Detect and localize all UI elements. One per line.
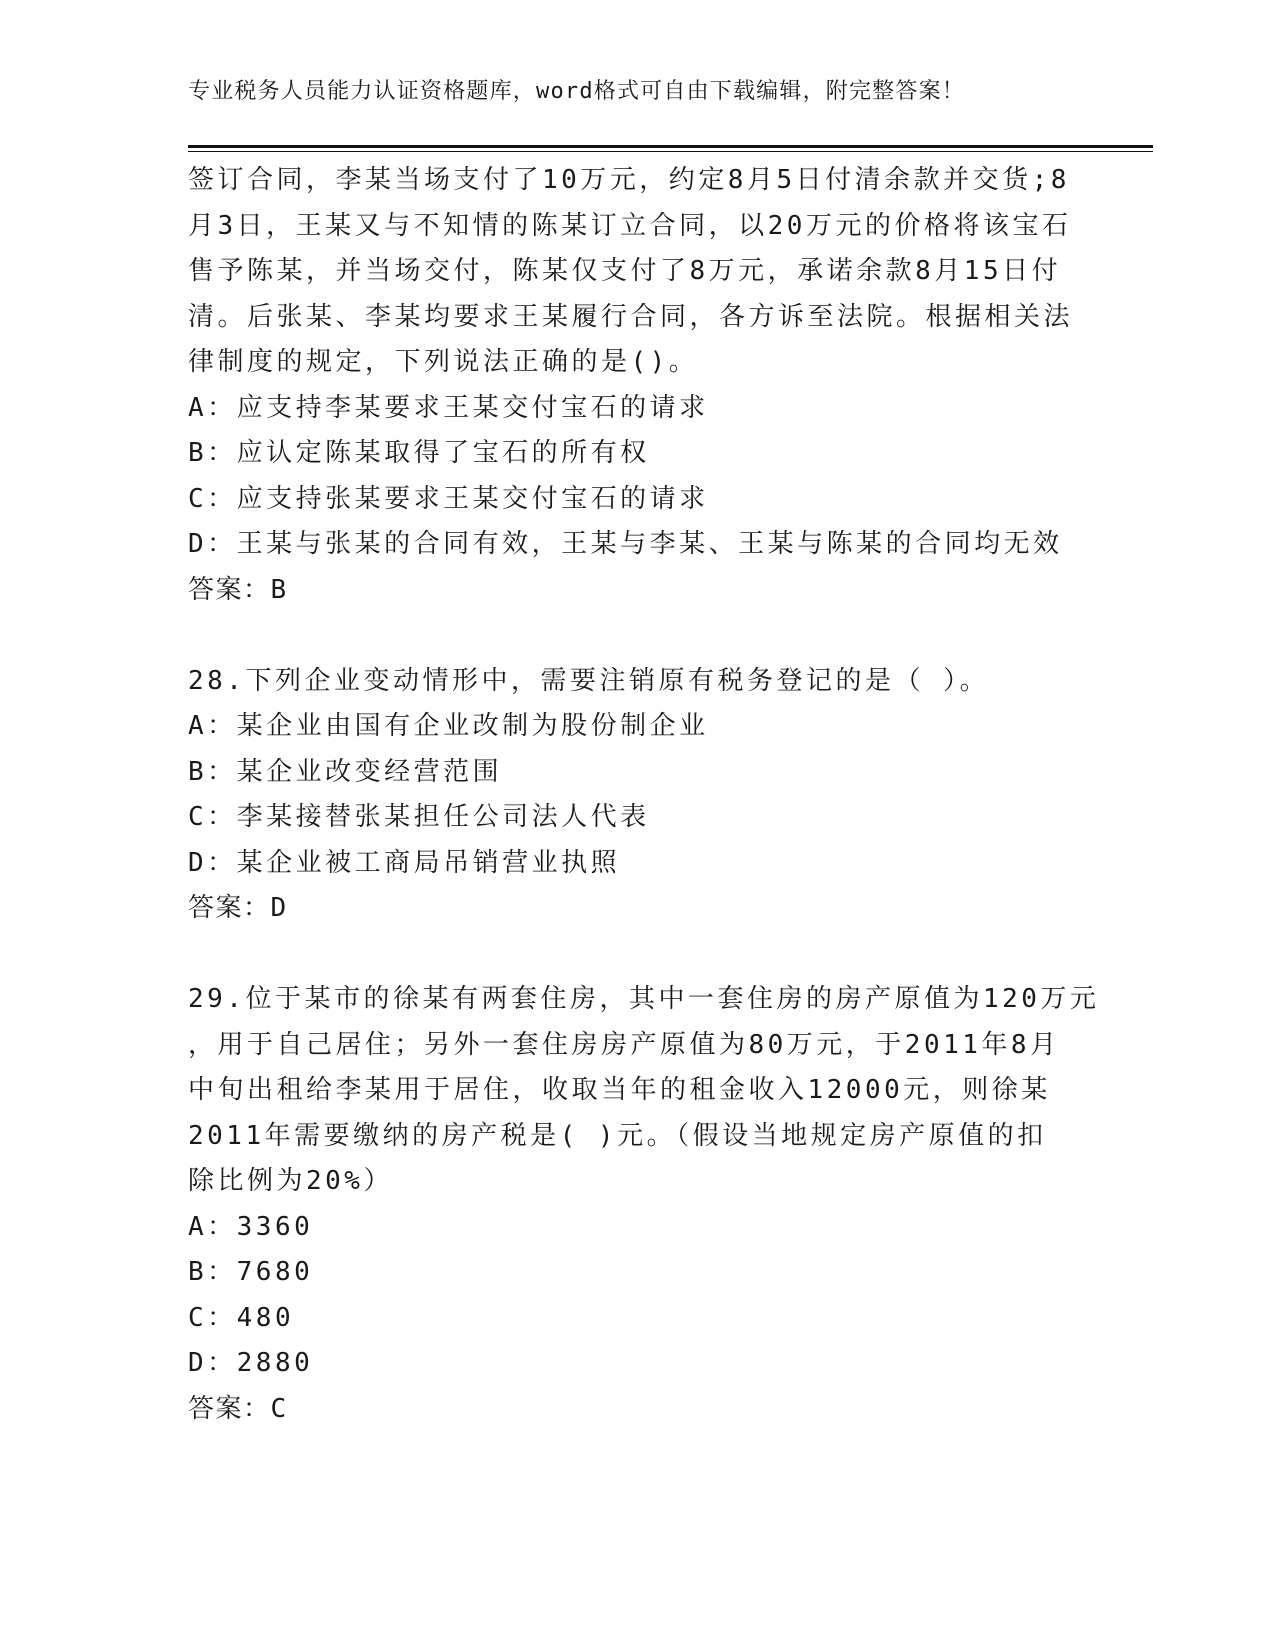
spacer	[188, 932, 1088, 978]
question-stem-line: 2011年需要缴纳的房产税是( )元。（假设当地规定房产原值的扣	[188, 1120, 1047, 1151]
answer-label: 答案：C	[188, 1393, 288, 1424]
option-b: B：应认定陈某取得了宝石的所有权	[188, 438, 650, 468]
question-stem-line: 中旬出租给李某用于居住，收取当年的租金收入12000元，则徐某	[188, 1075, 1051, 1105]
question-27	[188, 158, 1088, 613]
question-stem-line: 29.位于某市的徐某有两套住房，其中一套住房的房产原值为120万元	[188, 984, 1100, 1014]
question-stem-line: ，用于自己居住；另外一套住房房产原值为80万元，于2011年8月	[188, 1029, 1060, 1060]
option-c: C：李某接替张某担任公司法人代表	[188, 802, 650, 832]
option-b: B：某企业改变经营范围	[188, 756, 503, 787]
question-29	[188, 977, 1100, 1432]
option-c: C：应支持张某要求王某交付宝石的请求	[188, 483, 709, 514]
answer-label: 答案：D	[188, 893, 288, 923]
option-a: A：应支持李某要求王某交付宝石的请求	[188, 392, 709, 423]
option-a: A：3360	[188, 1211, 314, 1242]
header-rule-thick	[188, 145, 1153, 148]
document-body	[188, 158, 1100, 1432]
question-stem-line: 律制度的规定，下列说法正确的是()。	[188, 347, 699, 377]
question-28	[188, 659, 1088, 932]
option-d: D：2880	[188, 1348, 314, 1378]
question-stem-line: 除比例为20%）	[188, 1166, 393, 1196]
page-header: 专业税务人员能力认证资格题库，word格式可自由下载编辑，附完整答案！	[188, 79, 965, 104]
question-stem-line: 28.下列企业变动情形中，需要注销原有税务登记的是（ ）。	[188, 665, 990, 696]
question-stem-line: 签订合同，李某当场支付了10万元，约定8月5日付清余款并交货;8	[188, 165, 1070, 195]
question-stem-line: 售予陈某，并当场交付，陈某仅支付了8万元，承诺余款8月15日付	[188, 256, 1062, 286]
option-d: D：某企业被工商局吊销营业执照	[188, 847, 621, 878]
header-rule-thin	[188, 151, 1153, 152]
option-b: B：7680	[188, 1257, 314, 1287]
spacer	[188, 613, 1088, 659]
question-stem-line: 月3日，王某又与不知情的陈某订立合同，以20万元的价格将该宝石	[188, 210, 1072, 241]
option-a: A：某企业由国有企业改制为股份制企业	[188, 711, 709, 741]
option-c: C：480	[188, 1302, 295, 1333]
option-d: D：王某与张某的合同有效，王某与李某、王某与陈某的合同均无效	[188, 529, 1063, 559]
question-stem-line: 清。后张某、李某均要求王某履行合同，各方诉至法院。根据相关法	[188, 301, 1074, 332]
answer-label: 答案：B	[188, 574, 288, 605]
